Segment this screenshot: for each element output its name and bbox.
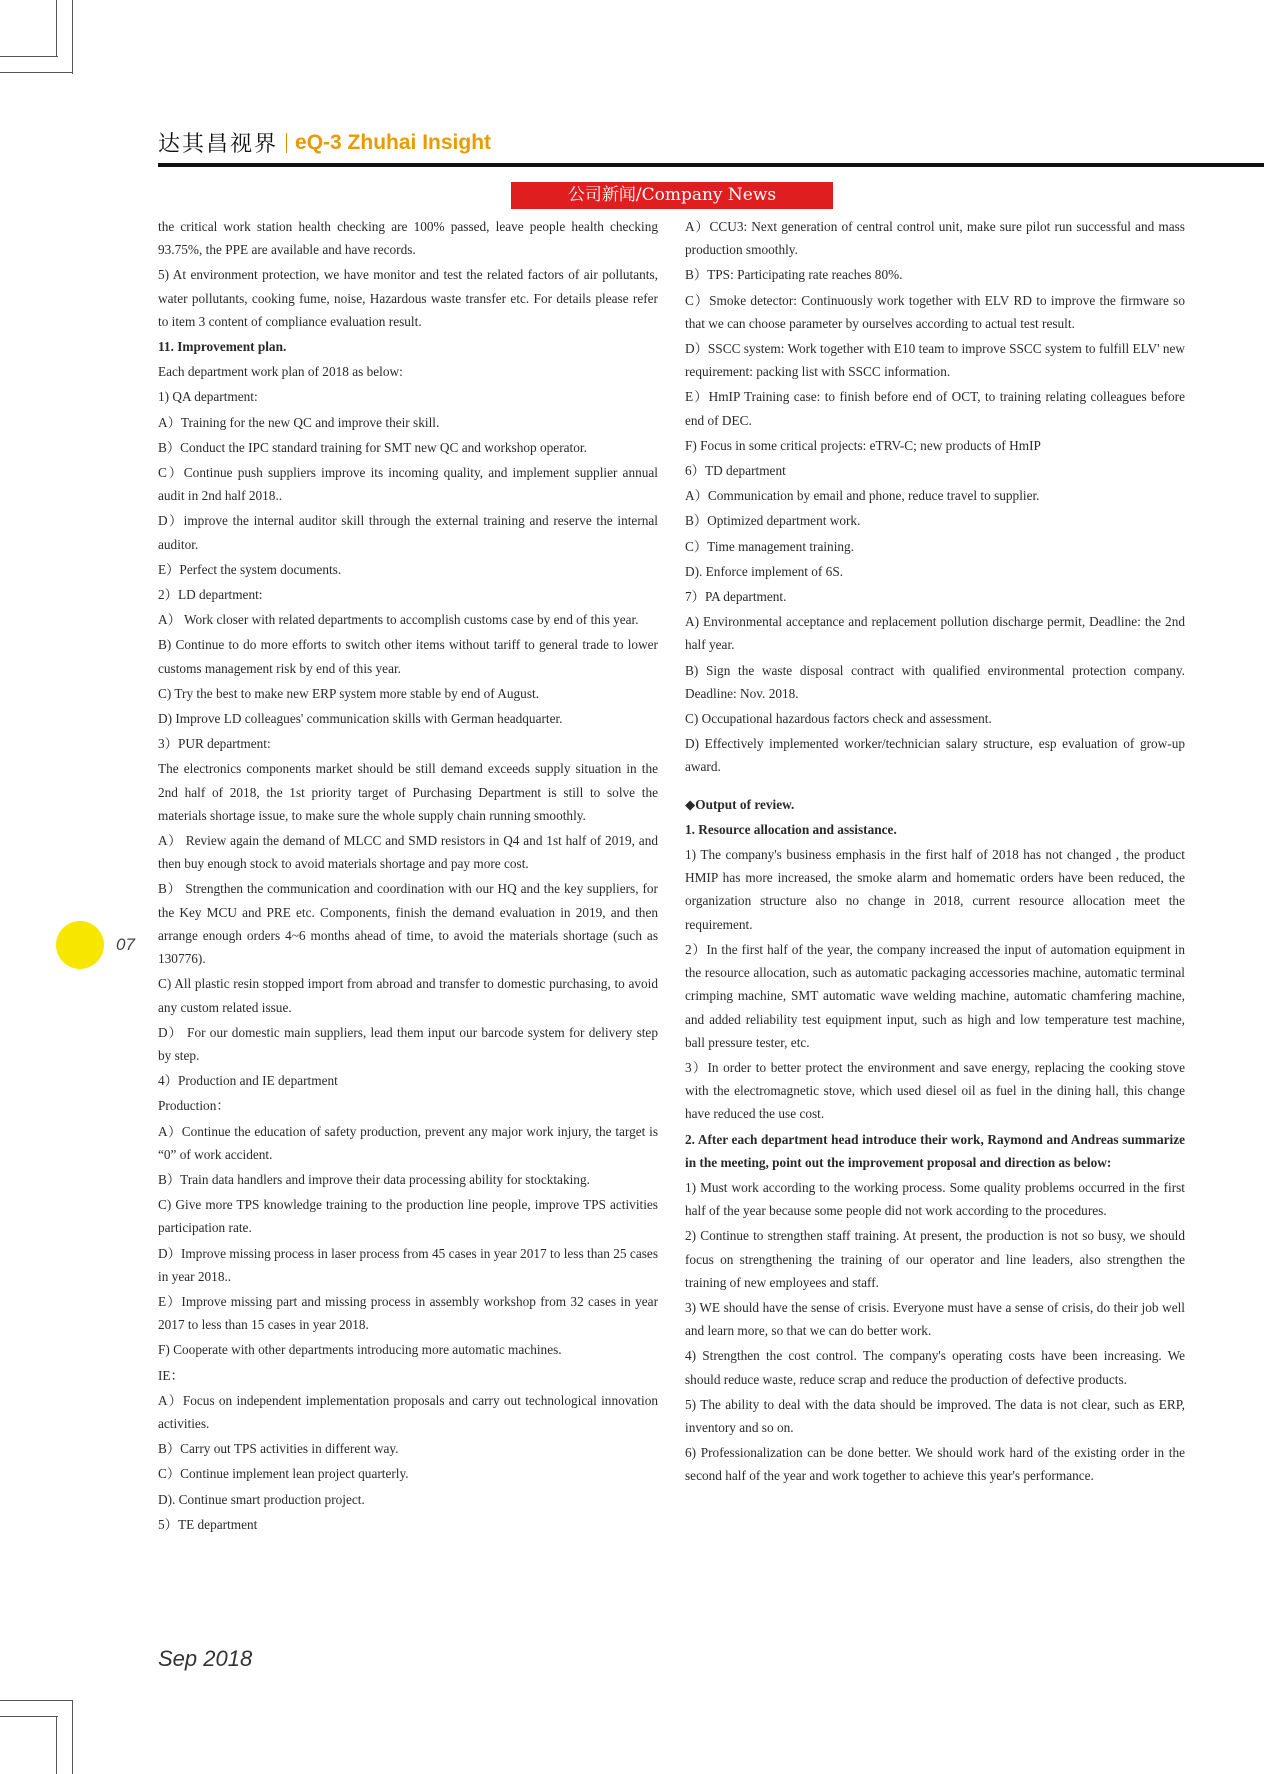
paragraph: D) Effectively implemented worker/technician salary structure, esp evaluation of grow-up award. (685, 736, 1185, 775)
header-rule (158, 163, 1264, 167)
left-column (158, 215, 658, 1538)
paragraph: B）Train data handlers and improve their data processing ability for stocktaking. (158, 1171, 590, 1187)
paragraph: A）Continue the education of safety production, prevent any major work injury, the target is “0” of work accident. (158, 1123, 658, 1162)
paragraph: E）HmIP Training case: to finish before end of OCT, to training relating colleagues before end of DEC. (685, 389, 1185, 428)
paragraph: the critical work station health checking are 100% passed, leave people health checking 93.75%, the PPE are available and have records. (158, 219, 658, 258)
paragraph: B) Sign the waste disposal contract with qualified environmental protection company. Deadline: Nov. 2018. (685, 662, 1185, 701)
section-heading: ◆Output of review. (685, 796, 795, 812)
paragraph: D) Improve LD colleagues' communication skills with German headquarter. (158, 711, 563, 727)
paragraph: 3）In order to better protect the environment and save energy, replacing the cooking stove with the electromagnetic stove, which used diesel oil as fuel in the dining hall, this change have reduced the use cost. (685, 1059, 1185, 1122)
paragraph: 4) Strengthen the cost control. The company's operating costs have been increasing. We should reduce waste, reduce scrap and reduce the production of defective products. (685, 1348, 1185, 1387)
paragraph: D). Enforce implement of 6S. (685, 563, 844, 579)
paragraph: C）Continue implement lean project quarterly. (158, 1466, 409, 1482)
paragraph: A) Environmental acceptance and replacement pollution discharge permit, Deadline: the 2nd half year. (685, 614, 1185, 653)
paragraph: D). Continue smart production project. (158, 1491, 365, 1507)
paragraph: 2）In the first half of the year, the company increased the input of automation equipment in the resource allocation, such as automatic packaging accessories machine, automatic terminal crimping machine, SMT automatic wave welding machine, automatic chamfering machine, and added reliability test equipment input, such as high and low temperature test machine, ball pressure tester, etc. (685, 941, 1185, 1050)
paragraph: D）SSCC system: Work together with E10 team to improve SSCC system to fulfill ELV' new requirement: packing list with SSCC information. (685, 341, 1185, 380)
paragraph: C）Time management training. (685, 538, 855, 554)
magazine-header (158, 127, 491, 158)
paragraph: 7）PA department. (685, 589, 787, 605)
paragraph: B） Strengthen the communication and coordination with our HQ and the key suppliers, for the Key MCU and PRE etc. Components, finish the demand evaluation in 2019, and then arrange enough orders 4~6 months ahead of time, to avoid the materials shortage (such as 130776). (158, 881, 658, 967)
paragraph-gap (685, 781, 1185, 793)
paragraph: C) All plastic resin stopped import from abroad and transfer to domestic purchasing, to avoid any custom related issue. (158, 976, 658, 1015)
section-heading: 2. After each department head introduce their work, Raymond and Andreas summarize in the meeting, point out the improvement proposal and direction as below: (685, 1131, 1185, 1170)
paragraph: 5) The ability to deal with the data should be improved. The data is not clear, such as ERP, inventory and so on. (685, 1396, 1185, 1435)
section-heading: 1. Resource allocation and assistance. (685, 821, 897, 837)
right-column (685, 215, 1185, 1490)
section-banner: 公司新闻/Company News (511, 182, 833, 209)
paragraph: The electronics components market should be still demand exceeds supply situation in the 2nd half of 2018, the 1st priority target of Purchasing Department is still to solve the materials shortage issue, to make sure the whole supply chain running smoothly. (158, 761, 658, 823)
paragraph: C）Smoke detector: Continuously work together with ELV RD to improve the firmware so that we can choose parameter by ourselves according to actual test result. (685, 292, 1185, 331)
crop-mark-bottom-h2 (0, 1716, 58, 1717)
paragraph: A） Review again the demand of MLCC and SMD resistors in Q4 and 1st half of 2019, and then buy enough stock to avoid materials shortage and pay more cost. (158, 833, 658, 872)
crop-mark-bottom-v (72, 1700, 73, 1774)
paragraph: 1) QA department: (158, 389, 258, 405)
paragraph: IE： (158, 1367, 184, 1383)
paragraph: 1) The company's business emphasis in the first half of 2018 has not changed , the product HMIP has more increased, the smoke alarm and homematic orders have been reduced, the organization structure also no change in 2018, current resource allocation meet the requirement. (685, 847, 1185, 932)
crop-mark-bottom-h (0, 1700, 72, 1701)
paragraph: B）Carry out TPS activities in different way. (158, 1441, 399, 1457)
paragraph: C) Give more TPS knowledge training to the production line people, improve TPS activities participation rate. (158, 1197, 658, 1236)
paragraph: B）TPS: Participating rate reaches 80%. (685, 267, 903, 283)
paragraph: D）Improve missing process in laser process from 45 cases in year 2017 to less than 25 cases in year 2018.. (158, 1245, 658, 1284)
page-marker-dot (56, 921, 104, 969)
paragraph: 3）PUR department: (158, 736, 271, 752)
paragraph: Each department work plan of 2018 as below: (158, 364, 403, 380)
paragraph: E）Perfect the system documents. (158, 561, 342, 577)
paragraph: A） Work closer with related departments to accomplish customs case by end of this year. (158, 612, 639, 628)
paragraph: A）CCU3: Next generation of central control unit, make sure pilot run successful and mass production smoothly. (685, 219, 1185, 258)
paragraph: 3) WE should have the sense of crisis. Everyone must have a sense of crisis, do their job well and learn more, so that we can do better work. (685, 1299, 1185, 1339)
paragraph: C）Continue push suppliers improve its incoming quality, and implement supplier annual audit in 2nd half 2018.. (158, 465, 658, 504)
header-divider (286, 133, 287, 153)
paragraph: B）Optimized department work. (685, 513, 861, 529)
paragraph: 5) At environment protection, we have monitor and test the related factors of air pollutants, water pollutants, cooking fume, noise, Hazardous waste transfer etc. For details please refer to item 3 content of compliance evaluation result. (158, 267, 658, 329)
paragraph: F) Focus in some critical projects: eTRV-C; new products of HmIP (685, 437, 1041, 453)
paragraph: 5）TE department (158, 1516, 258, 1532)
paragraph: D）improve the internal auditor skill through the external training and reserve the internal auditor. (158, 513, 658, 552)
paragraph: 6）TD department (685, 463, 786, 479)
paragraph: 6) Professionalization can be done better. We should work hard of the existing order in the second half of the year and work together to achieve this year's performance. (685, 1445, 1185, 1484)
paragraph: B）Conduct the IPC standard training for SMT new QC and workshop operator. (158, 439, 587, 455)
issue-date: Sep 2018 (158, 1646, 253, 1671)
magazine-title-en: eQ-3 Zhuhai Insight (295, 130, 492, 154)
paragraph: 2）LD department: (158, 587, 263, 603)
paragraph: 4）Production and IE department (158, 1073, 338, 1089)
paragraph: 2) Continue to strengthen staff training. At present, the production is not so busy, we should focus on strengthening the training of our operator and line leaders, also strengthen the training of new employees and staff. (685, 1228, 1185, 1290)
paragraph: 1) Must work according to the working process. Some quality problems occurred in the first half of the year because some people did not work according to the procedures. (685, 1179, 1185, 1219)
crop-mark-bottom-v2 (56, 1716, 57, 1774)
paragraph: D） For our domestic main suppliers, lead them input our barcode system for delivery step by step. (158, 1024, 658, 1063)
paragraph: F) Cooperate with other departments introducing more automatic machines. (158, 1342, 562, 1358)
paragraph: A）Communication by email and phone, reduce travel to supplier. (685, 488, 1040, 504)
paragraph: A）Training for the new QC and improve their skill. (158, 414, 440, 430)
section-heading: 11. Improvement plan. (158, 339, 287, 355)
paragraph: E）Improve missing part and missing process in assembly workshop from 32 cases in year 2017 to less than 15 cases in year 2018. (158, 1293, 658, 1333)
paragraph: C) Try the best to make new ERP system more stable by end of August. (158, 685, 540, 701)
paragraph: A）Focus on independent implementation proposals and carry out technological innovation activities. (158, 1392, 658, 1431)
crop-mark-top-h2 (0, 72, 72, 73)
paragraph: B) Continue to do more efforts to switch other items without tariff to general trade to lower customs management risk by end of this year. (158, 637, 658, 676)
paragraph: Production： (158, 1098, 230, 1114)
crop-mark-top-v2 (56, 0, 57, 56)
page-number: 07 (116, 935, 135, 954)
crop-mark-top-v (72, 0, 73, 74)
paragraph: C) Occupational hazardous factors check and assessment. (685, 711, 992, 727)
magazine-title-cn: 达其昌视界 (158, 132, 279, 157)
crop-mark-top-h (0, 56, 58, 57)
